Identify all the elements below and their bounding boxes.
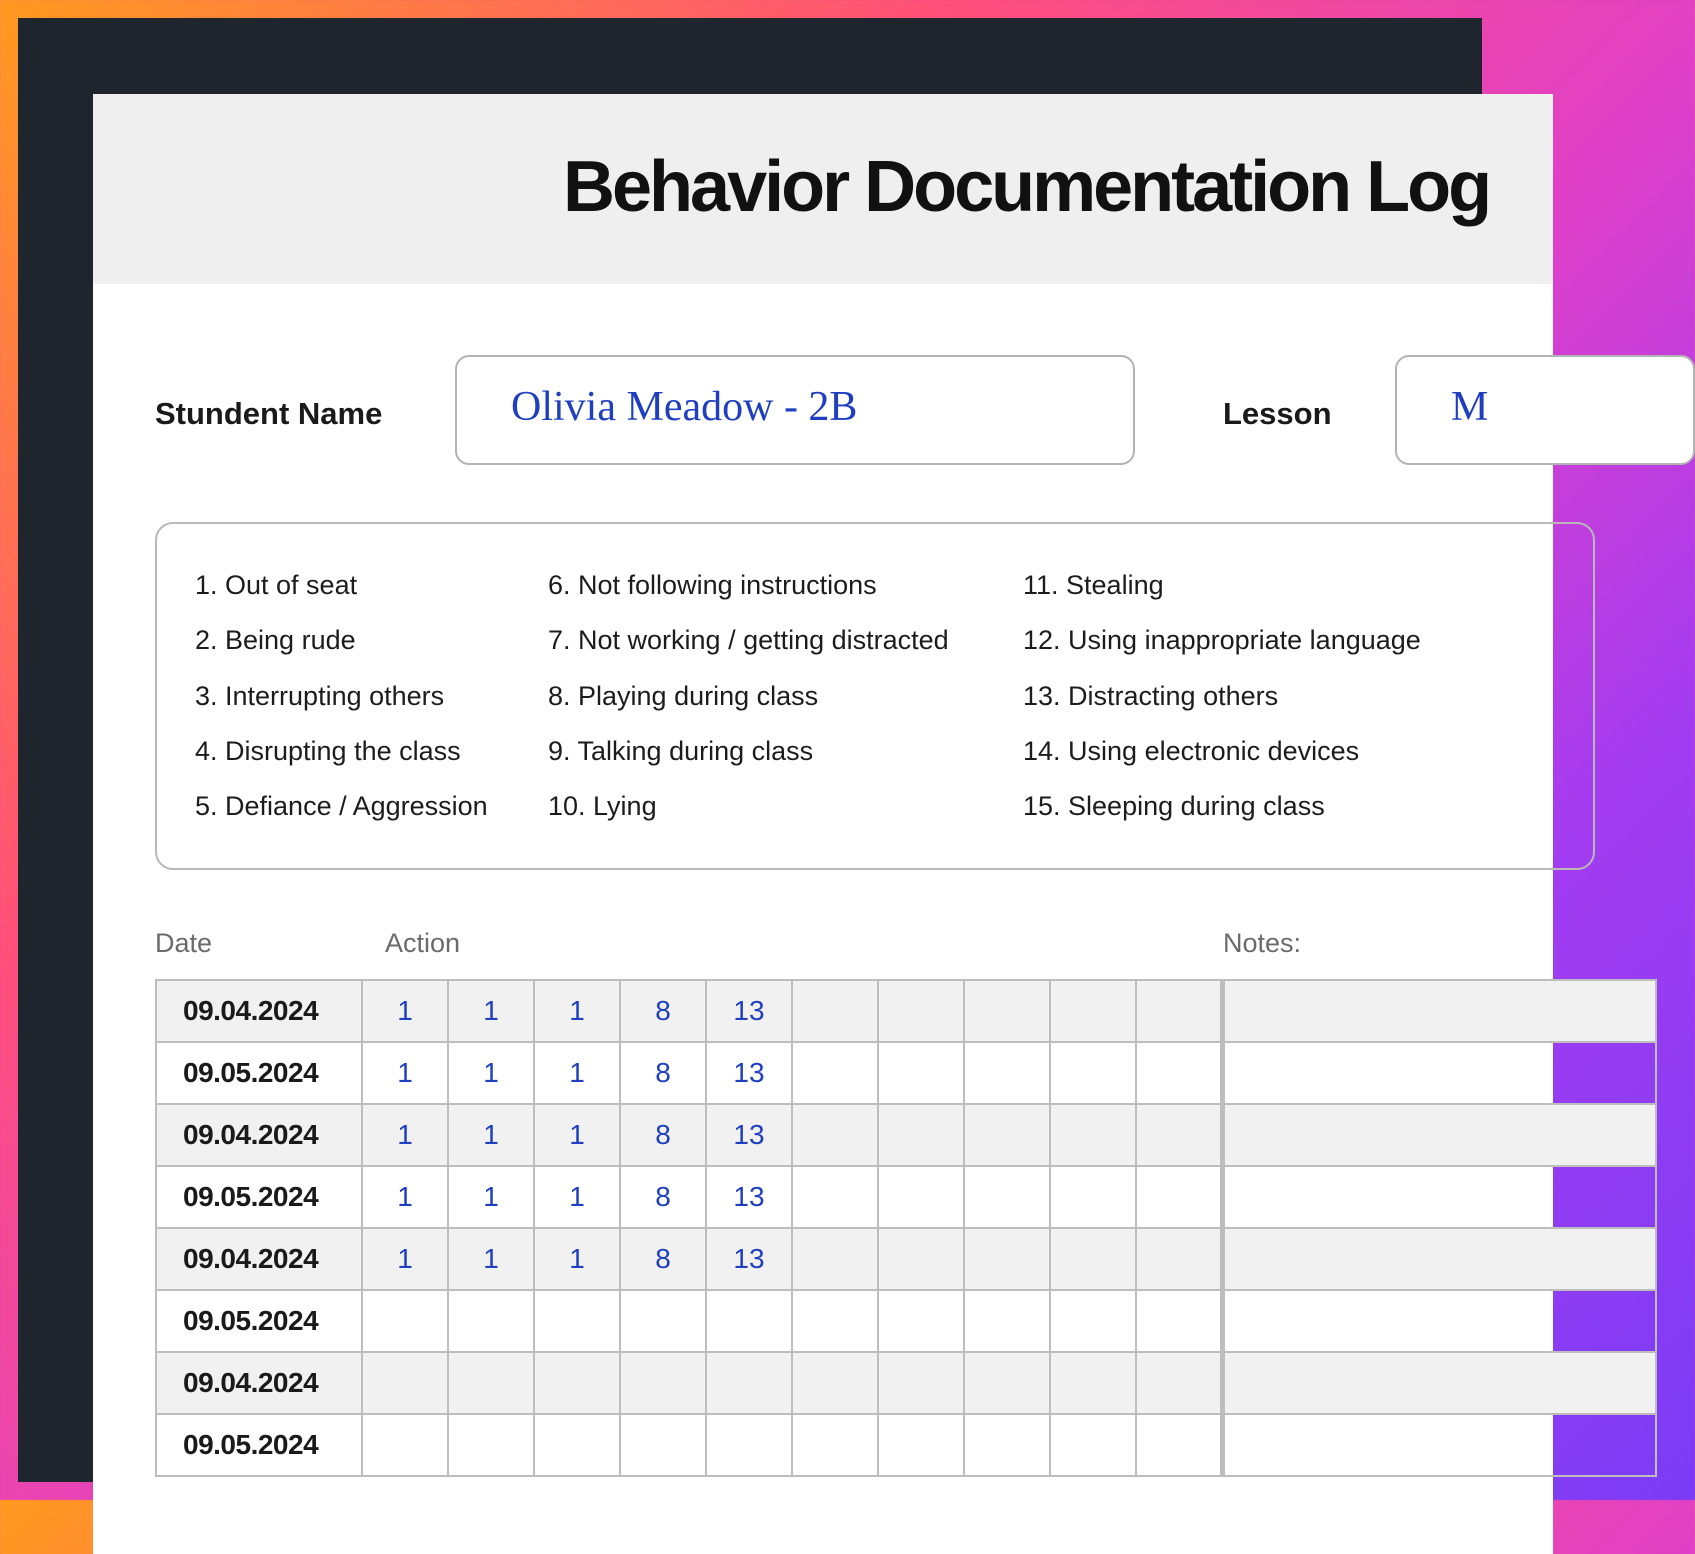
date-cell[interactable]: 09.05.2024 xyxy=(156,1414,362,1476)
action-code-cell[interactable]: 1 xyxy=(362,1228,448,1290)
action-code-cell[interactable] xyxy=(792,1414,878,1476)
action-code-cell[interactable]: 1 xyxy=(534,1104,620,1166)
action-code-cell[interactable] xyxy=(620,1352,706,1414)
legend-column-1 xyxy=(195,568,488,844)
action-code-cell[interactable] xyxy=(1136,1414,1222,1476)
notes-cell[interactable] xyxy=(1222,980,1656,1042)
date-cell[interactable]: 09.05.2024 xyxy=(156,1290,362,1352)
legend-item: 11. Stealing xyxy=(1023,570,1164,600)
behavior-legend xyxy=(155,522,1595,870)
action-code-cell[interactable]: 13 xyxy=(706,980,792,1042)
legend-item: 4. Disrupting the class xyxy=(195,735,461,766)
action-code-cell[interactable] xyxy=(792,1352,878,1414)
notes-cell[interactable] xyxy=(1222,1352,1656,1414)
action-code-cell[interactable] xyxy=(878,1166,964,1228)
action-code-cell[interactable]: 8 xyxy=(620,980,706,1042)
action-code-cell[interactable] xyxy=(620,1414,706,1476)
action-code-cell[interactable] xyxy=(964,1414,1050,1476)
action-code-cell[interactable] xyxy=(362,1290,448,1352)
page-title: Behavior Documentation Log xyxy=(563,147,1490,227)
action-code-cell[interactable] xyxy=(1136,1352,1222,1414)
legend-column-2 xyxy=(548,568,949,844)
table-row xyxy=(156,1352,1656,1414)
action-code-cell[interactable]: 1 xyxy=(448,1042,534,1104)
action-code-cell[interactable] xyxy=(1136,1042,1222,1104)
student-name-field[interactable] xyxy=(455,355,1135,465)
action-code-cell[interactable]: 1 xyxy=(448,1228,534,1290)
action-code-cell[interactable]: 8 xyxy=(620,1228,706,1290)
action-code-cell[interactable] xyxy=(1136,1104,1222,1166)
action-code-cell[interactable] xyxy=(1136,1166,1222,1228)
action-code-cell[interactable]: 1 xyxy=(534,980,620,1042)
action-code-cell[interactable] xyxy=(448,1352,534,1414)
date-cell[interactable]: 09.05.2024 xyxy=(156,1042,362,1104)
action-code-cell[interactable] xyxy=(964,1042,1050,1104)
student-name-label: Stundent Name xyxy=(155,396,383,431)
action-code-cell[interactable] xyxy=(878,980,964,1042)
action-code-cell[interactable] xyxy=(964,980,1050,1042)
action-code-cell[interactable]: 1 xyxy=(362,980,448,1042)
action-code-cell[interactable]: 1 xyxy=(534,1042,620,1104)
action-code-cell[interactable] xyxy=(534,1352,620,1414)
action-code-cell[interactable] xyxy=(964,1166,1050,1228)
table-row xyxy=(156,1166,1656,1228)
header-band xyxy=(93,94,1553,284)
action-code-cell[interactable]: 1 xyxy=(362,1166,448,1228)
action-code-cell[interactable]: 13 xyxy=(706,1228,792,1290)
behavior-log-table xyxy=(155,979,1657,1477)
table-row xyxy=(156,1414,1656,1476)
action-code-cell[interactable] xyxy=(878,1414,964,1476)
legend-item: 6. Not following instructions xyxy=(548,570,877,600)
action-code-cell[interactable] xyxy=(792,1104,878,1166)
action-code-cell[interactable] xyxy=(1050,1414,1136,1476)
action-code-cell[interactable] xyxy=(1050,1290,1136,1352)
action-code-cell[interactable]: 8 xyxy=(620,1166,706,1228)
action-code-cell[interactable] xyxy=(620,1290,706,1352)
dark-frame xyxy=(18,18,1490,1482)
notes-cell[interactable] xyxy=(1222,1104,1656,1166)
table-row xyxy=(156,980,1656,1042)
action-column-header: Action xyxy=(385,928,461,958)
action-code-cell[interactable] xyxy=(534,1414,620,1476)
date-cell[interactable]: 09.04.2024 xyxy=(156,1352,362,1414)
legend-item: 10. Lying xyxy=(548,791,657,822)
action-code-cell[interactable] xyxy=(362,1414,448,1476)
action-code-cell[interactable] xyxy=(1050,1166,1136,1228)
action-code-cell[interactable]: 1 xyxy=(534,1166,620,1228)
action-code-cell[interactable] xyxy=(1050,1228,1136,1290)
legend-item: 15. Sleeping during class xyxy=(1023,791,1325,822)
legend-item: 9. Talking during class xyxy=(548,735,814,766)
notes-cell[interactable] xyxy=(1222,1228,1656,1290)
date-cell[interactable]: 09.04.2024 xyxy=(156,1228,362,1290)
legend-item: 13. Distracting others xyxy=(1023,680,1279,711)
action-code-cell[interactable] xyxy=(1136,980,1222,1042)
action-code-cell[interactable] xyxy=(964,1352,1050,1414)
action-code-cell[interactable] xyxy=(448,1414,534,1476)
action-code-cell[interactable]: 1 xyxy=(534,1228,620,1290)
notes-cell[interactable] xyxy=(1222,1042,1656,1104)
table-row xyxy=(156,1042,1656,1104)
action-code-cell[interactable] xyxy=(1050,980,1136,1042)
notes-cell[interactable] xyxy=(1222,1166,1656,1228)
action-code-cell[interactable] xyxy=(1050,1042,1136,1104)
action-code-cell[interactable] xyxy=(964,1104,1050,1166)
action-code-cell[interactable] xyxy=(448,1290,534,1352)
action-code-cell[interactable]: 1 xyxy=(362,1104,448,1166)
action-code-cell[interactable]: 1 xyxy=(448,1166,534,1228)
date-column-header: Date xyxy=(155,928,213,958)
action-code-cell[interactable] xyxy=(792,1042,878,1104)
action-code-cell[interactable] xyxy=(878,1042,964,1104)
table-row xyxy=(156,1228,1656,1290)
legend-item: 2. Being rude xyxy=(195,625,356,656)
legend-item: 14. Using electronic devices xyxy=(1023,735,1360,766)
date-cell[interactable]: 09.05.2024 xyxy=(156,1166,362,1228)
legend-item: 12. Using inappropriate language xyxy=(1023,625,1421,656)
action-code-cell[interactable] xyxy=(706,1290,792,1352)
lesson-label: Lesson xyxy=(1223,396,1332,431)
action-code-cell[interactable] xyxy=(1050,1352,1136,1414)
action-code-cell[interactable] xyxy=(792,1228,878,1290)
action-code-cell[interactable] xyxy=(878,1104,964,1166)
action-code-cell[interactable] xyxy=(964,1228,1050,1290)
action-code-cell[interactable] xyxy=(878,1290,964,1352)
action-code-cell[interactable]: 13 xyxy=(706,1104,792,1166)
action-code-cell[interactable]: 1 xyxy=(448,1104,534,1166)
legend-item: 7. Not working / getting distracted xyxy=(548,625,949,656)
date-cell[interactable]: 09.04.2024 xyxy=(156,980,362,1042)
action-code-cell[interactable] xyxy=(964,1290,1050,1352)
action-code-cell[interactable] xyxy=(1136,1228,1222,1290)
table-row xyxy=(156,1290,1656,1352)
action-code-cell[interactable]: 13 xyxy=(706,1166,792,1228)
action-code-cell[interactable] xyxy=(534,1290,620,1352)
action-code-cell[interactable] xyxy=(878,1228,964,1290)
legend-item: 3. Interrupting others xyxy=(195,680,445,711)
action-code-cell[interactable]: 1 xyxy=(362,1042,448,1104)
action-code-cell[interactable] xyxy=(362,1352,448,1414)
legend-item: 8. Playing during class xyxy=(548,680,819,711)
notes-column-header: Notes: xyxy=(1223,928,1302,958)
notes-cell[interactable] xyxy=(1222,1290,1656,1352)
action-code-cell[interactable] xyxy=(706,1414,792,1476)
legend-item: 5. Defiance / Aggression xyxy=(195,791,488,822)
legend-item: 1. Out of seat xyxy=(195,570,358,600)
action-code-cell[interactable] xyxy=(1050,1104,1136,1166)
behavior-log-sheet xyxy=(93,94,1553,1554)
notes-cell[interactable] xyxy=(1222,1414,1656,1476)
action-code-cell[interactable]: 8 xyxy=(620,1104,706,1166)
legend-column-3 xyxy=(1023,568,1421,844)
action-code-cell[interactable] xyxy=(878,1352,964,1414)
action-code-cell[interactable]: 8 xyxy=(620,1042,706,1104)
action-code-cell[interactable]: 13 xyxy=(706,1042,792,1104)
action-code-cell[interactable] xyxy=(1136,1290,1222,1352)
lesson-value: M xyxy=(1451,384,1489,430)
lesson-field[interactable] xyxy=(1395,355,1695,465)
action-code-cell[interactable] xyxy=(706,1352,792,1414)
action-code-cell[interactable] xyxy=(792,1166,878,1228)
action-code-cell[interactable] xyxy=(792,980,878,1042)
student-name-value: Olivia Meadow - 2B xyxy=(511,384,858,430)
action-code-cell[interactable] xyxy=(792,1290,878,1352)
action-code-cell[interactable]: 1 xyxy=(448,980,534,1042)
table-row xyxy=(156,1104,1656,1166)
date-cell[interactable]: 09.04.2024 xyxy=(156,1104,362,1166)
